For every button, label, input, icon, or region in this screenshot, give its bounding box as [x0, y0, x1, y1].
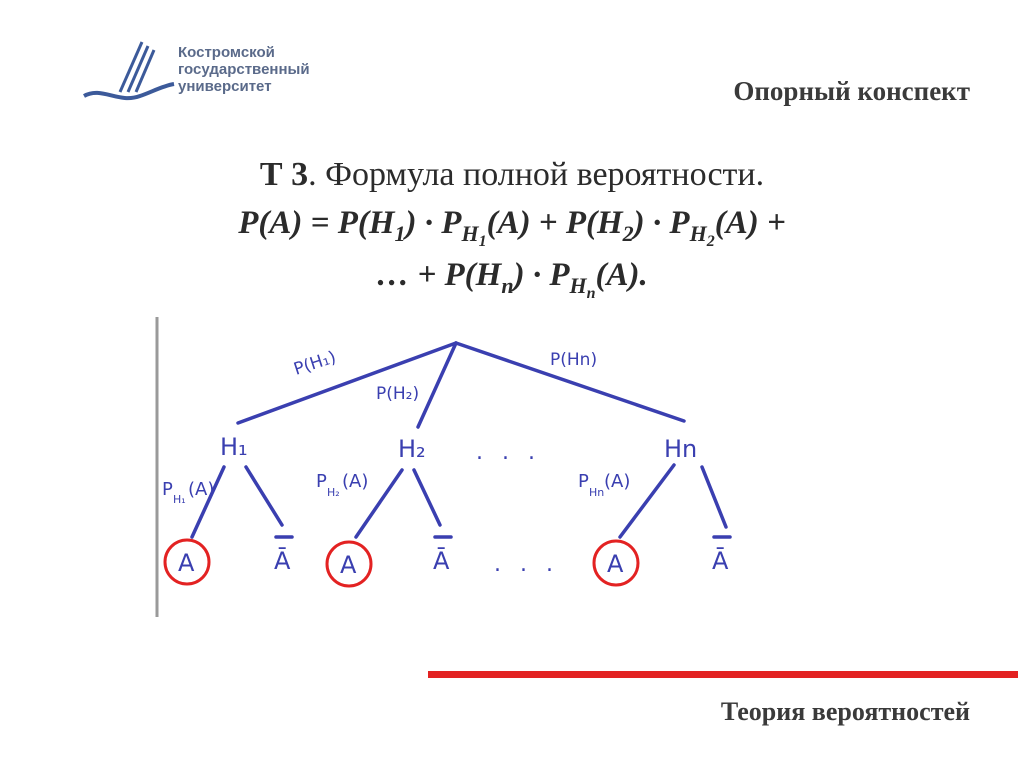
edge-h1-abar	[246, 467, 282, 525]
cond-label-p: P	[316, 471, 327, 492]
probability-tree-diagram	[150, 315, 770, 625]
leaf-abar: Ā	[274, 547, 291, 575]
edge-label: P(H₂)	[376, 384, 420, 404]
theorem-heading	[40, 150, 984, 200]
theorem-label: Т 3	[259, 156, 309, 193]
formula-subscript: H	[569, 273, 587, 298]
leaf-a: A	[607, 550, 624, 578]
formula-subscript: 1	[478, 233, 487, 250]
page-header-title: Опорный конспект	[733, 76, 970, 106]
leaf-dots: . . .	[494, 552, 559, 577]
edge-hn-abar	[702, 467, 726, 527]
edge-label: P(Hn)	[550, 350, 598, 370]
edge-label: P(H₁)	[291, 347, 339, 380]
logo-line: государственный	[178, 61, 310, 78]
university-logo	[80, 34, 360, 114]
cond-label-sub: H₁	[173, 493, 186, 506]
edge-h2-abar	[414, 470, 440, 525]
cond-label-p: P	[162, 479, 173, 500]
cond-label-sub: H₂	[327, 486, 340, 499]
edge-h1-a	[192, 467, 224, 537]
formula-part: P(A) =	[238, 205, 338, 241]
node-hn: Hn	[664, 435, 698, 463]
formula-subscript: n	[501, 273, 514, 298]
formula-subscript: H	[461, 221, 479, 246]
leaf-a: A	[340, 551, 357, 579]
node-h1: H₁	[220, 433, 248, 461]
formula-part: P(H	[337, 205, 395, 241]
formula-line-2	[40, 250, 984, 319]
formula-subscript: n	[586, 285, 596, 302]
accent-divider	[428, 671, 1018, 678]
footer-title: Теория вероятностей	[720, 697, 970, 726]
formula-part: (A) + P(H	[486, 205, 623, 241]
formula-part: ) · P	[633, 205, 690, 241]
formula-part: ) · P	[405, 205, 462, 241]
leaf-a: A	[178, 549, 195, 577]
formula-part: (A) +	[714, 205, 786, 241]
logo-wave-icon	[80, 34, 180, 114]
edge-root-h1	[238, 343, 456, 423]
formula-subscript: 1	[394, 221, 406, 246]
formula-subscript: 2	[706, 233, 715, 250]
logo-line: Костромской	[178, 44, 275, 61]
cond-label-a: (A)	[604, 471, 631, 492]
cond-label-a: (A)	[188, 479, 215, 500]
theorem-text: . Формула полной вероятности.	[308, 156, 765, 193]
cond-label-p: P	[578, 471, 589, 492]
formula-part: (A).	[595, 257, 648, 293]
formula-part: … + P(H	[376, 257, 502, 293]
leaf-abar: Ā	[433, 547, 450, 575]
formula-part: ) · P	[513, 257, 570, 293]
middle-dots: . . .	[476, 440, 541, 465]
cond-label-a: (A)	[342, 471, 369, 492]
formula-subscript: 2	[622, 221, 634, 246]
leaf-abar: Ā	[712, 547, 729, 575]
node-h2: H₂	[398, 435, 426, 463]
logo-line: университет	[178, 78, 272, 95]
logo-text	[178, 44, 310, 95]
cond-label-sub: Hn	[589, 486, 605, 499]
formula-subscript: H	[689, 221, 707, 246]
